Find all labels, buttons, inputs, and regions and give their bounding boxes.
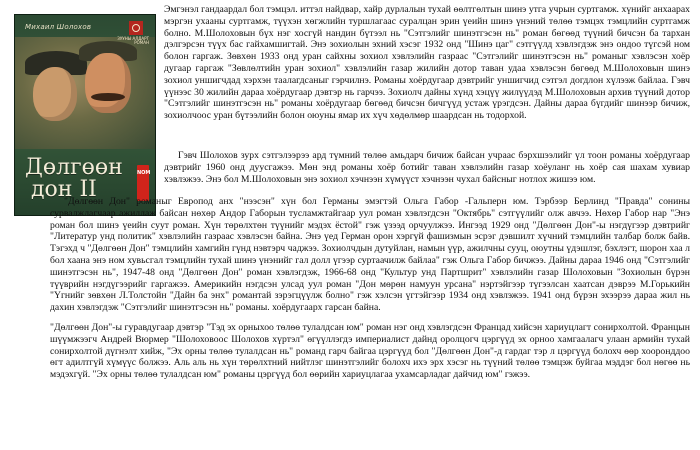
paragraph-2: Гэвч Шолохов зурх сэтгэлээрээ ард түмний төлөө амьдарч бичиж байсан учраас бэрхшээлийг үл тоон романы хоёрдугаар дэвтрийг 1960 онд дуусгажээ. Мөн энд романы хоёр ботийг таван хэвлэлийн газар хоёуланг нь хоёр сая шахам хувиар хэвлэжээ. Энэ бол М.Шолоховын энэ зохиол хэчнээн хүмүүст хэчнээн чухал байсныг нотлох жишээ юм. (164, 150, 690, 185)
cover-series-name: ЗУУНЫ АЛДАРТ (117, 36, 149, 41)
body-text-column-2 (164, 150, 690, 185)
series-logo-icon (129, 21, 143, 35)
cover-figure-face-left (33, 67, 77, 121)
paragraph-1: Эмгэнэл гандаардал бол тэмцэл. иттэл найдвар, хайр дурлалын тухай өөлтгөлтын шинэ утга учрын суртгамж. хүнийг анхаарах мэргэн ухааны суртгамж, түүхэн хөгжлийн туршлагаас суралцан эрин үеийн шинэ үнэний төлөө тэмцэх тэмцлийн суртгамж болно. М.Шолоховын бүх нэг хосгүй нандин бүтээл нь "Сэтгэлийг шинэтгэсэн нь" роман бөгөөд түүний бичсэн ба тархан дэлгэрсэн түүх бас гайхамшигтай. Энэ зохиолын эхний хэсэг 1932 онд "Шинэ цаг" сэтгүүлд хэвлэгдэж энэ ондоо түгсэй ном болон гаргаж. Зөвхөн 1933 онд уран сайхны зохиол хэвлэлийн газраас "Сэтгэлийг шинэтгэсэн нь" романыг хэвлэсэн хоёр дугаар гаргаж "Зөвлөлтийн уран зохиол" хэвлэлийн газар жилийн дотор таван удаа хэвлэсэн бөгөөд М.Шолоховын шинэ зохиол уншигчдад хэрхэн таалагдсаныг гэрчилнэ. Романы хоёрдугаар дэвтрийг уншигчид сэтгэл догдлон хүлээж байлаа. Гэвч үүнээс 30 жилийн дараа хоёрдугаар дэвтэр нь гарчээ. Зохиолч дайны хүнд хэцүү жилүүдэд М.Шолоховын архив түүний дотор "Сэтгэлийг шинэтгэсэн нь" романы хоёрдугаар бөгөөд бичсэн бичгүүд устаж үрэгдсэн. Дайны дараа бүгдийг шинээр бичиж, зохиолчоос уран бүтээлийн болон оюуны ямар их хүч хөдөлмөр шаардсан нь тодорхой. (164, 4, 690, 122)
book-cover-image (14, 14, 156, 216)
paragraph-3: "Дөлгөөн Дон" романыг Европод анх "нээсэн" хүн бол Германы эмэгтэй Ольга Габор -Гальперн юм. Тэрбээр Берлинд "Правда" сонины сурвалжлагчаар ажиллаж байсан нөхөр Андор Габорын тусламжтайгаар уул роман хэвлэгдсэн "Октябрь" сэтгүүлийг олж авчээ. Нөхөр Габор нар "Энэ роман бол шинэ үеийн суут роман. Хүн төрөлхтөн түүнийг мэдэх ёстой" гэж үзээд орчуулжээ. Ингээд 1929 онд "Дөлгөөн Дон"-ы нэгдүгээр дэвтрийг "Литератур унд политик" хэвлэлийн газраас хэвлэсэн байна. Энэ үед Герман орон хэргүй фашизмын эсрэг дэвшилт хүчний тэмцлийн талбар болж байв. Тэгэхд ч "Дөлгөөн Дон" тэмцлийн хамгийн гүнд нэвтэрч чаджээ. Зохиолчдын дутуйлан, намын үүр, ажилчны сууц, оюутны үдэшлэг, бэхлэгт, шорон хаа л бол хаана энэ ном хувьсгал тэмцлийн тухай шинэ үнэнийг гал долл үгээр суртаачилж байлаа" гэж Ольга Габор бичжээ. Дайны дараа 1946 онд "Сэтгэлийг шинэтгэсэн нь", 1947-48 онд "Дөлгөөн Дон" роман хэвлэгдэж, 1966-68 онд "Культур унд Партшрит" хэвлэлийн газар Шолоховын "Зохиолын бүрэн түүврийн нэгдүгээрийг гаргажээ. Америкийн нэгдсэн улсад уул роман "Дон мөрөн намуун урсана" нэртэйгээр түгээлсан хаатсан дэврээ М.Горькийн "Үгнийг зөвхөн Л.Толстойн "Дайн ба энх" романтай зэрэгцүүлж болно" гэж хэлсэн үгтэйгээр 1934 онд хэвлэжээ. 1941 онд бүрэн эхээрээ дараа жил нь дахин хэвлэгдэж "Сэтгэлийг шинэтгэсэн нь" романы. хоёрдугаарх гарсан байна. (50, 196, 690, 314)
publisher-tab-label: NOM (137, 170, 151, 176)
cover-title (25, 157, 135, 201)
cover-author: Михаил Шолохов (25, 23, 92, 31)
cover-title-line2: дон II (31, 177, 97, 202)
cover-figure-face-right (85, 53, 131, 113)
body-text-column (164, 4, 690, 122)
cover-title-line1: Дөлгөөн (25, 155, 123, 180)
cover-series-sub: РОМАН (134, 40, 149, 45)
body-text-full-width-2 (50, 322, 690, 381)
cover-series-text (109, 37, 149, 45)
paragraph-4: "Дөлгөөн Дон"-ы гуравдугаар дэвтэр "Тэд эх орныхоо төлөө тулалдсан юм" роман нэг онд хэвлэгдсэн Францад хийсэн хариуцлагт сонирхолтой. Францын шүүмжээгч Андрей Вюрмер "Шолоховоос Шолохов хүртэл" өгүүллэгдэ империалист дайнд оролцогч цэргүүд эх орноо хамгаалагч улаан армийн тухай сонирхолтой дүгнэлт хийж, "Эх орны төлөө тулалдсан нь" романд гарч байгаа цэргүүд бол "Дөлгөөн Дон"-д гардаг тэр л цэргүүд болохч өөр хооронддоо өгт адилтгүй хүмүүс болжээ. Аль аль нь хүн төрөлхтний нийтлэг шинэтгэлийг болохч ихэ эрх хэсэг нь түүний төлөө тэмцэж буйгаа мэддэг бол нөгөө нь мэдэхгүй. "Эх орны төлөө тулалдсан юм" романы цэргүүд бол өөрийн хариуцлагаа ухамсарладаг дайчид юм" гэжээ. (50, 322, 690, 381)
cover-figure-mustache (91, 93, 125, 101)
body-text-full-width (50, 196, 690, 314)
